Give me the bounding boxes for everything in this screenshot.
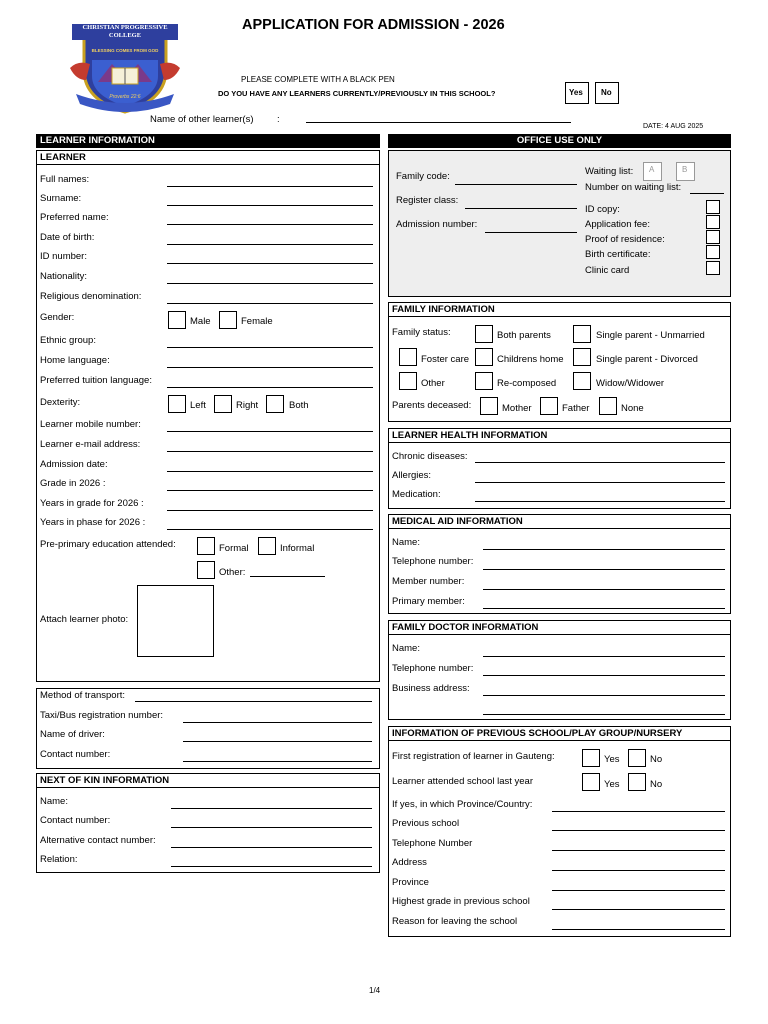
label-years-in-phase: Years in phase for 2026 : (40, 517, 146, 528)
label-application-fee: Application fee: (585, 219, 650, 230)
label-mother: Mother (502, 403, 532, 414)
input-driver-name[interactable] (183, 741, 372, 742)
label-both: Both (289, 400, 309, 411)
input-medical-telephone[interactable] (483, 569, 725, 570)
label-previous-school: Previous school (392, 818, 460, 829)
school-logo (66, 20, 184, 116)
label-kin-name: Name: (40, 796, 68, 807)
label-gender: Gender: (40, 312, 75, 323)
input-grade-2026[interactable] (167, 490, 373, 491)
label-medical-telephone: Telephone number: (392, 556, 474, 567)
checkbox-birth-certificate[interactable] (706, 245, 720, 259)
label-learner-mobile: Learner mobile number: (40, 419, 141, 430)
label-first-registration: First registration of learner in Gauteng: (392, 751, 555, 762)
checkbox-formal[interactable] (197, 537, 215, 555)
checkbox-both[interactable] (266, 395, 284, 413)
label-attended-no: No (650, 779, 663, 790)
input-reason-leaving[interactable] (552, 929, 725, 930)
input-kin-alt-contact[interactable] (171, 847, 372, 848)
label-right: Right (236, 400, 259, 411)
label-attended-yes: Yes (604, 779, 620, 790)
checkbox-first-reg-no[interactable] (628, 749, 646, 767)
label-kin-contact: Contact number: (40, 815, 111, 826)
label-surname: Surname: (40, 193, 82, 204)
checkbox-first-reg-yes[interactable] (582, 749, 600, 767)
checkbox-recomposed[interactable] (475, 372, 493, 390)
label-left: Left (190, 400, 206, 411)
school-name: CHRISTIAN PROGRESSIVE COLLEGE (72, 24, 178, 40)
input-member-number[interactable] (483, 589, 725, 590)
label-female: Female (241, 316, 273, 327)
input-id-number[interactable] (167, 263, 373, 264)
label-attach-photo: Attach learner photo: (40, 614, 129, 625)
input-home-language[interactable] (167, 367, 373, 368)
page-number: 1/4 (369, 986, 381, 995)
label-formal: Formal (219, 543, 249, 554)
family-doctor-title: FAMILY DOCTOR INFORMATION (389, 621, 730, 635)
waiting-list-a[interactable]: A (643, 162, 662, 181)
label-taxi-registration: Taxi/Bus registration number: (40, 710, 164, 721)
label-doctor-name: Name: (392, 643, 420, 654)
label-kin-relation: Relation: (40, 854, 78, 865)
input-ethnic-group[interactable] (167, 347, 373, 348)
pen-instruction: PLEASE COMPLETE WITH A BLACK PEN (241, 75, 395, 84)
label-first-reg-yes: Yes (604, 754, 620, 765)
label-kin-alt-contact: Alternative contact number: (40, 835, 156, 846)
label-id-number: ID number: (40, 251, 87, 262)
checkbox-right[interactable] (214, 395, 232, 413)
label-date-of-birth: Date of birth: (40, 232, 95, 243)
label-register-class: Register class: (396, 195, 459, 206)
input-method-of-transport[interactable] (135, 701, 372, 702)
input-date-of-birth[interactable] (167, 244, 373, 245)
checkbox-none-deceased[interactable] (599, 397, 617, 415)
label-member-number: Member number: (392, 576, 465, 587)
checkbox-informal[interactable] (258, 537, 276, 555)
checkbox-mother-deceased[interactable] (480, 397, 498, 415)
input-kin-contact[interactable] (171, 827, 372, 828)
label-medication: Medication: (392, 489, 441, 500)
input-driver-contact[interactable] (183, 761, 372, 762)
input-religious-denomination[interactable] (167, 303, 373, 304)
checkbox-other-preprimary[interactable] (197, 561, 215, 579)
previous-school-title: INFORMATION OF PREVIOUS SCHOOL/PLAY GROUP/NURSERY (389, 727, 730, 741)
input-previous-school[interactable] (552, 830, 725, 831)
logo-verse: Proverbs 22:6 (109, 94, 141, 100)
medical-aid-title: MEDICAL AID INFORMATION (389, 515, 730, 529)
label-primary-member: Primary member: (392, 596, 465, 607)
label-childrens-home: Childrens home (497, 354, 564, 365)
label-prev-address: Address (392, 857, 427, 868)
input-preferred-tuition-language[interactable] (167, 387, 373, 388)
label-clinic-card: Clinic card (585, 265, 630, 276)
label-waiting-list: Waiting list: (585, 166, 634, 177)
label-highest-grade: Highest grade in previous school (392, 896, 530, 907)
page-title: APPLICATION FOR ADMISSION - 2026 (242, 17, 505, 33)
input-preferred-name[interactable] (167, 224, 373, 225)
label-first-reg-no: No (650, 754, 663, 765)
checkbox-proof-of-residence[interactable] (706, 230, 720, 244)
label-allergies: Allergies: (392, 470, 432, 481)
input-prev-telephone[interactable] (552, 850, 725, 851)
label-family-code: Family code: (396, 171, 450, 182)
checkbox-childrens-home[interactable] (475, 348, 493, 366)
label-single-unmarried: Single parent - Unmarried (596, 330, 705, 341)
checkbox-application-fee[interactable] (706, 215, 720, 229)
input-doctor-name[interactable] (483, 656, 725, 657)
health-title: LEARNER HEALTH INFORMATION (389, 429, 730, 443)
label-prev-province: Province (392, 877, 429, 888)
label-prev-telephone: Telephone Number (392, 838, 473, 849)
checkbox-female[interactable] (219, 311, 237, 329)
label-none: None (621, 403, 644, 414)
photo-box[interactable] (137, 585, 214, 657)
input-years-in-phase[interactable] (167, 529, 373, 530)
label-parents-deceased: Parents deceased: (392, 400, 472, 411)
label-province-country: If yes, in which Province/Country: (392, 799, 533, 810)
label-grade-2026: Grade in 2026 : (40, 478, 106, 489)
input-highest-grade[interactable] (552, 909, 725, 910)
next-of-kin-title: NEXT OF KIN INFORMATION (37, 774, 379, 788)
label-medical-name: Name: (392, 537, 420, 548)
label-driver-name: Name of driver: (40, 729, 105, 740)
label-id-copy: ID copy: (585, 204, 620, 215)
checkbox-both-parents[interactable] (475, 325, 493, 343)
input-nationality[interactable] (167, 283, 373, 284)
checkbox-widow[interactable] (573, 372, 591, 390)
input-province-country[interactable] (552, 811, 725, 812)
input-medical-name[interactable] (483, 549, 725, 550)
waiting-list-b[interactable]: B (676, 162, 695, 181)
input-allergies[interactable] (475, 482, 725, 483)
input-taxi-registration[interactable] (183, 722, 372, 723)
checkbox-single-unmarried[interactable] (573, 325, 591, 343)
label-method-of-transport: Method of transport: (40, 690, 126, 701)
label-single-divorced: Single parent - Divorced (596, 354, 698, 365)
other-learners-input[interactable] (306, 122, 571, 123)
existing-learners-yes[interactable]: Yes (565, 82, 589, 104)
label-other-preprimary: Other: (219, 567, 246, 578)
label-father: Father (562, 403, 590, 414)
label-doctor-telephone: Telephone number: (392, 663, 474, 674)
input-years-in-grade[interactable] (167, 510, 373, 511)
label-recomposed: Re-composed (497, 378, 557, 389)
input-prev-province[interactable] (552, 890, 725, 891)
checkbox-male[interactable] (168, 311, 186, 329)
label-both-parents: Both parents (497, 330, 551, 341)
label-ethnic-group: Ethnic group: (40, 335, 96, 346)
family-information-title: FAMILY INFORMATION (389, 303, 730, 317)
input-full-names[interactable] (167, 186, 373, 187)
checkbox-attended-no[interactable] (628, 773, 646, 791)
label-proof-of-residence: Proof of residence: (585, 234, 665, 245)
input-surname[interactable] (167, 205, 373, 206)
input-other-preprimary[interactable] (250, 576, 325, 577)
label-years-in-grade: Years in grade for 2026 : (40, 498, 144, 509)
form-date: DATE: 4 AUG 2025 (643, 123, 704, 130)
label-attended-school: Learner attended school last year (392, 776, 534, 787)
existing-learners-question: DO YOU HAVE ANY LEARNERS CURRENTLY/PREVIOUSLY IN THIS SCHOOL? (218, 89, 496, 98)
label-admission-number: Admission number: (396, 219, 478, 230)
other-learners-label: Name of other learner(s) (150, 114, 254, 125)
label-home-language: Home language: (40, 355, 110, 366)
label-foster-care: Foster care (421, 354, 470, 365)
learner-information-bar: LEARNER INFORMATION (36, 134, 380, 148)
label-nationality: Nationality: (40, 271, 87, 282)
input-learner-email[interactable] (167, 451, 373, 452)
label-reason-leaving: Reason for leaving the school (392, 916, 518, 927)
label-birth-certificate: Birth certificate: (585, 249, 651, 260)
checkbox-father-deceased[interactable] (540, 397, 558, 415)
checkbox-attended-yes[interactable] (582, 773, 600, 791)
learner-panel-title: LEARNER (37, 151, 379, 165)
label-learner-email: Learner e-mail address: (40, 439, 141, 450)
label-family-status: Family status: (392, 327, 451, 338)
checkbox-left[interactable] (168, 395, 186, 413)
input-admission-number[interactable] (485, 232, 577, 233)
input-kin-relation[interactable] (171, 866, 372, 867)
input-family-code[interactable] (455, 184, 577, 185)
label-preferred-tuition-language: Preferred tuition language: (40, 375, 152, 386)
logo-motto: BLESSING COMES FROM GOD (91, 48, 159, 53)
label-informal: Informal (280, 543, 315, 554)
input-kin-name[interactable] (171, 808, 372, 809)
label-preferred-name: Preferred name: (40, 212, 109, 223)
input-chronic-diseases[interactable] (475, 462, 725, 463)
label-family-other: Other (421, 378, 445, 389)
label-preprimary: Pre-primary education attended: (40, 539, 176, 550)
input-register-class[interactable] (465, 208, 577, 209)
input-primary-member[interactable] (483, 608, 725, 609)
checkbox-id-copy[interactable] (706, 200, 720, 214)
label-chronic-diseases: Chronic diseases: (392, 451, 468, 462)
office-use-bar: OFFICE USE ONLY (388, 134, 731, 148)
label-religious-denomination: Religious denomination: (40, 291, 142, 302)
input-learner-mobile[interactable] (167, 431, 373, 432)
input-business-address-1[interactable] (483, 695, 725, 696)
input-admission-date[interactable] (167, 471, 373, 472)
label-dexterity: Dexterity: (40, 397, 81, 408)
checkbox-clinic-card[interactable] (706, 261, 720, 275)
label-business-address: Business address: (392, 683, 470, 694)
input-number-waiting[interactable] (690, 193, 724, 194)
checkbox-foster-care[interactable] (399, 348, 417, 366)
label-full-names: Full names: (40, 174, 90, 185)
other-learners-colon: : (277, 114, 280, 125)
input-medication[interactable] (475, 501, 725, 502)
label-driver-contact: Contact number: (40, 749, 111, 760)
label-number-waiting: Number on waiting list: (585, 182, 682, 193)
label-admission-date: Admission date: (40, 459, 108, 470)
input-prev-address[interactable] (552, 870, 725, 871)
input-doctor-telephone[interactable] (483, 675, 725, 676)
existing-learners-no[interactable]: No (595, 82, 619, 104)
checkbox-single-divorced[interactable] (573, 348, 591, 366)
checkbox-family-other[interactable] (399, 372, 417, 390)
label-widow: Widow/Widower (596, 378, 665, 389)
label-male: Male (190, 316, 211, 327)
input-business-address-2[interactable] (483, 714, 725, 715)
